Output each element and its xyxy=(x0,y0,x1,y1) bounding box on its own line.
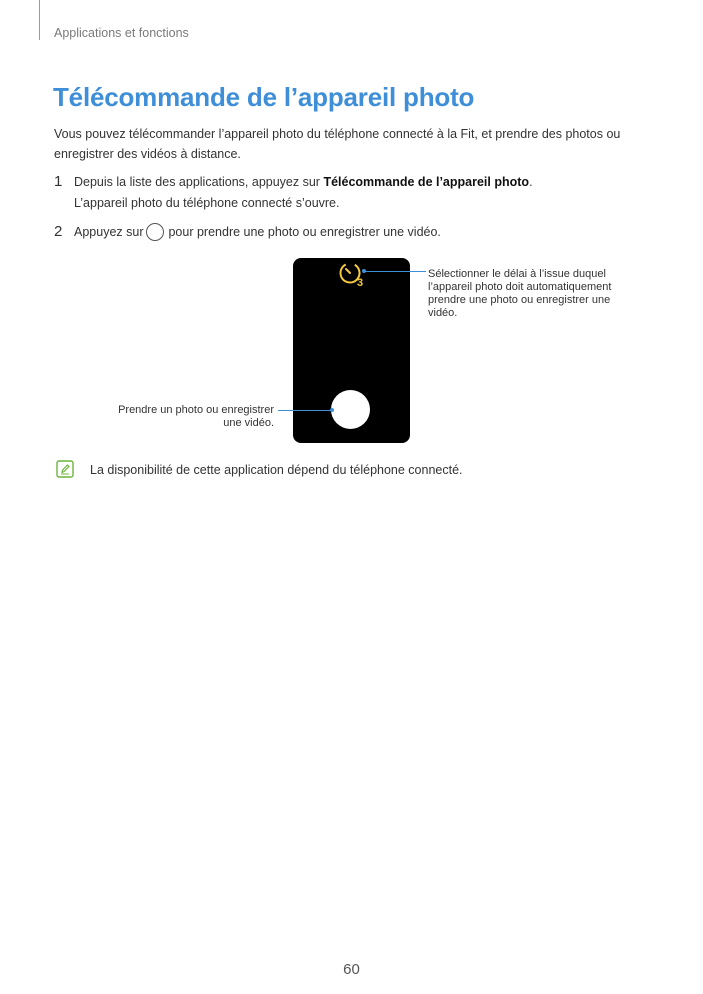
step-text-before: Appuyez sur xyxy=(74,225,144,239)
page-number: 60 xyxy=(343,961,360,978)
step-1-result: L’appareil photo du téléphone connecté s’ouvre. xyxy=(74,196,340,210)
intro-paragraph: Vous pouvez télécommander l’appareil photo du téléphone connecté à la Fit, et prendre des photos ou enregistrer des vidéos à distance. xyxy=(54,127,621,161)
step-number: 1 xyxy=(54,173,63,190)
shutter-callout-text: Prendre un photo ou enregistrer une vidéo. xyxy=(118,404,274,429)
timer-value: 3 xyxy=(357,277,364,289)
timer-callout-text: Sélectionner le délai à l’issue duquel l’appareil photo doit automatiquement prendre une photo ou enregistrer une vidéo. xyxy=(428,268,612,319)
step-number: 2 xyxy=(54,223,63,240)
timer-callout-line xyxy=(364,271,426,272)
step-text-after: pour prendre une photo ou enregistrer une vidéo. xyxy=(168,225,441,239)
shutter-callout-line xyxy=(278,410,332,411)
step-text xyxy=(74,172,533,192)
note-text: La disponibilité de cette application dépend du téléphone connecté. xyxy=(90,463,463,477)
step-text xyxy=(74,222,441,242)
timer-icon[interactable] xyxy=(337,259,365,289)
step-text-before: Depuis la liste des applications, appuyez sur xyxy=(74,175,324,189)
section-label: Applications et fonctions xyxy=(54,26,189,40)
app-name-bold: Télécommande de l’appareil photo xyxy=(323,175,530,189)
shutter-icon xyxy=(146,223,164,241)
step-text-after: . xyxy=(529,175,533,189)
header-divider xyxy=(39,0,40,40)
shutter-button[interactable] xyxy=(331,390,370,429)
page-title: Télécommande de l’appareil photo xyxy=(53,82,475,112)
note-icon xyxy=(56,460,74,478)
